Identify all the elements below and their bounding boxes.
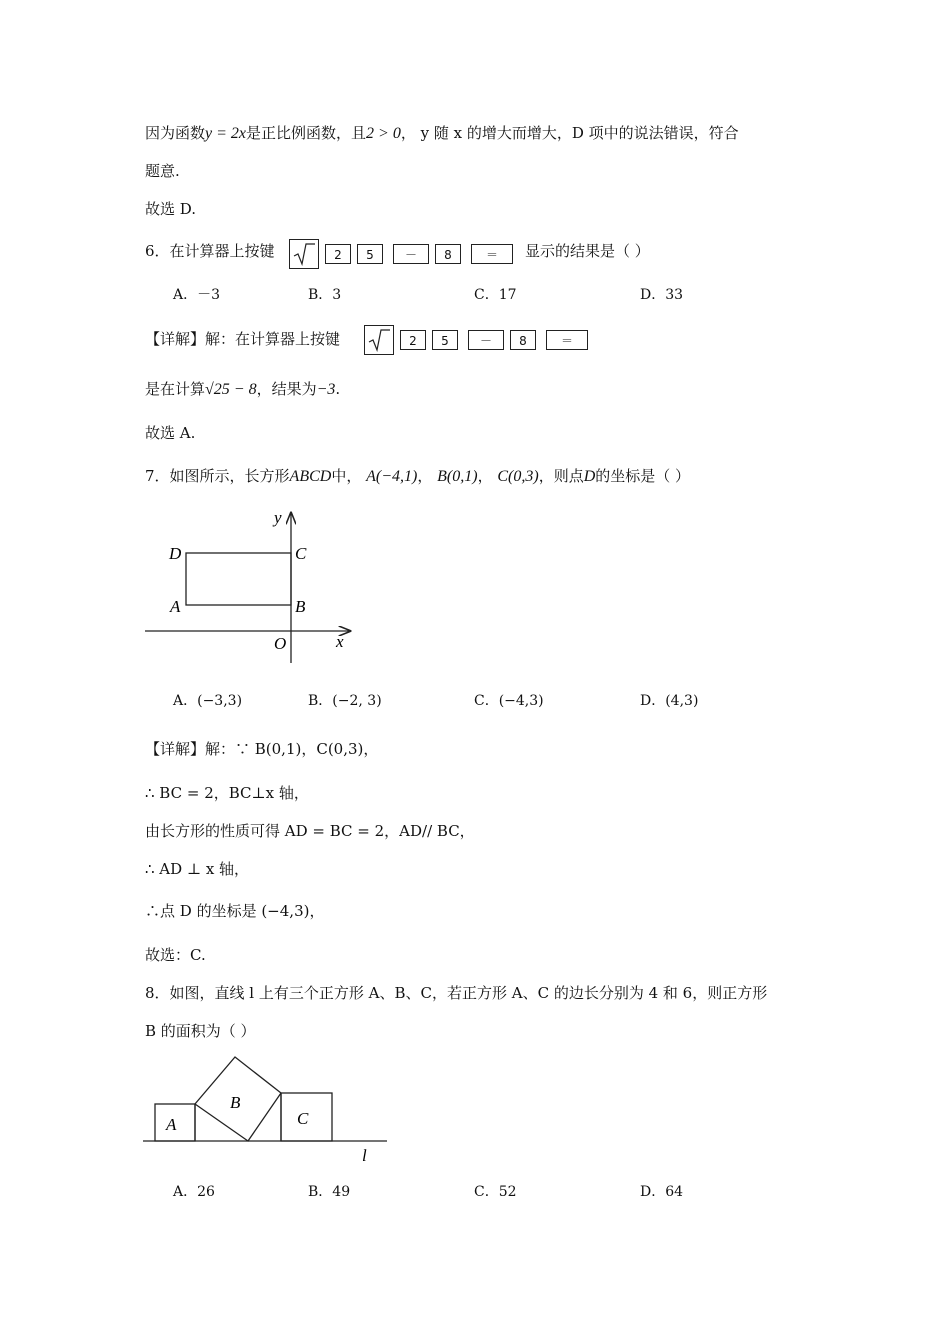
point-a-label: A (170, 597, 181, 616)
q8-stem-line2: B 的面积为（ ） (145, 1022, 256, 1040)
q8-option-d: D．64 (640, 1184, 684, 1200)
q7-detail-3: 由长方形的性质可得 AD = BC = 2，AD// BC， (145, 822, 475, 840)
q7-answer: 故选：C. (145, 946, 206, 964)
origin-label: O (274, 634, 287, 653)
rectangle-abcd (186, 553, 291, 605)
q8-option-c: C．52 (474, 1184, 517, 1200)
x-axis-label: x (336, 632, 344, 651)
q7-option-c: C．(−4,3) (474, 693, 544, 709)
point-b-label: B (295, 597, 306, 616)
sqrt-key-icon (364, 325, 394, 355)
q7-stem-c: ，则点 (538, 467, 584, 485)
q7-stem-b: 中， (331, 467, 362, 485)
q7-point-d: D (583, 468, 596, 485)
q5-formula: y = 2x (205, 125, 247, 142)
q5-text-c: ， y 随 x 的增大而增大，D 项中的说法错误，符合 (400, 124, 739, 142)
q8-option-b: B．49 (308, 1184, 351, 1200)
q7-coordinate-figure (140, 505, 360, 665)
q7-point-c: C(0,3) (497, 468, 539, 485)
q6-option-b: B．3 (308, 287, 342, 303)
q7-stem-a: 7．如图所示，长方形 (145, 467, 290, 485)
q5-line1 (145, 122, 739, 145)
q6-detail-result: −3 (316, 381, 336, 398)
point-c-label: C (295, 544, 307, 563)
q7-point-b: B(0,1) (437, 468, 478, 485)
y-axis-label: y (274, 508, 282, 527)
key-2: 2 (325, 244, 351, 264)
q7-detail-5: ∴点 D 的坐标是 (−4,3)， (145, 902, 325, 920)
q8-squares-figure (140, 1050, 400, 1170)
key-5: 5 (357, 244, 383, 264)
q6-detail-text-b: ，结果为 (256, 380, 317, 398)
q7-stem: 7．如图所示，长方形ABCD中， A(−4,1)， B(0,1)， C(0,3)，则点D的坐标是（ ） (145, 467, 691, 485)
q7-option-d: D．(4,3) (640, 693, 699, 709)
q6-option-c: C．17 (474, 287, 517, 303)
q5-line2: 题意. (145, 162, 180, 180)
q6-stem-prefix: 6．在计算器上按键 (145, 242, 275, 260)
q6-detail-text-c: . (335, 380, 341, 398)
q5-inequality: 2 > 0 (366, 125, 401, 142)
q7-stem-e: 的坐标是（ ） (595, 467, 691, 485)
q7-rect-name: ABCD (289, 468, 332, 485)
q6-detail-line2 (145, 378, 340, 401)
q6-detail-formula: √25 − 8 (205, 381, 257, 398)
q6-detail-keys (364, 325, 594, 355)
sqrt-key-icon (289, 239, 319, 269)
square-a-label: A (166, 1115, 177, 1134)
square-b-label: B (230, 1093, 241, 1112)
key-minus: － (468, 330, 504, 350)
q8-option-a: A．26 (173, 1184, 215, 1200)
key-5: 5 (432, 330, 458, 350)
key-minus: － (393, 244, 429, 264)
q5-text-a: 因为函数 (145, 124, 206, 142)
q7-option-a: A．(−3,3) (173, 693, 243, 709)
key-2: 2 (400, 330, 426, 350)
q5-answer: 故选 D. (145, 200, 197, 218)
square-c-label: C (297, 1109, 309, 1128)
point-d-label: D (169, 544, 182, 563)
key-8: 8 (435, 244, 461, 264)
q6-option-d: D．33 (640, 287, 684, 303)
key-equals: ＝ (546, 330, 588, 350)
q8-stem-line1: 8．如图，直线 l 上有三个正方形 A、B、C，若正方形 A、C 的边长分别为 4 和 6，则正方形 (145, 984, 768, 1002)
q7-point-a: A(−4,1) (366, 468, 418, 485)
line-l-label: l (362, 1146, 367, 1165)
q6-detail-label: 【详解】解：在计算器上按键 (145, 330, 341, 348)
q7-detail-1: 【详解】解：∵ B(0,1)，C(0,3)， (145, 740, 379, 758)
q6-stem-suffix: 显示的结果是（ ） (525, 242, 650, 260)
q6-answer: 故选 A. (145, 424, 196, 442)
q7-detail-2: ∴ BC = 2，BC⊥x 轴， (145, 784, 309, 802)
key-8: 8 (510, 330, 536, 350)
q6-option-a: A．－3 (173, 287, 221, 303)
q7-detail-4: ∴ AD ⊥ x 轴， (145, 860, 250, 878)
q7-option-b: B．(−2, 3) (308, 693, 382, 709)
key-equals: ＝ (471, 244, 513, 264)
q6-detail-text-a: 是在计算 (145, 380, 206, 398)
q6-keys (289, 239, 519, 269)
q5-text-b: 是正比例函数，且 (246, 124, 367, 142)
